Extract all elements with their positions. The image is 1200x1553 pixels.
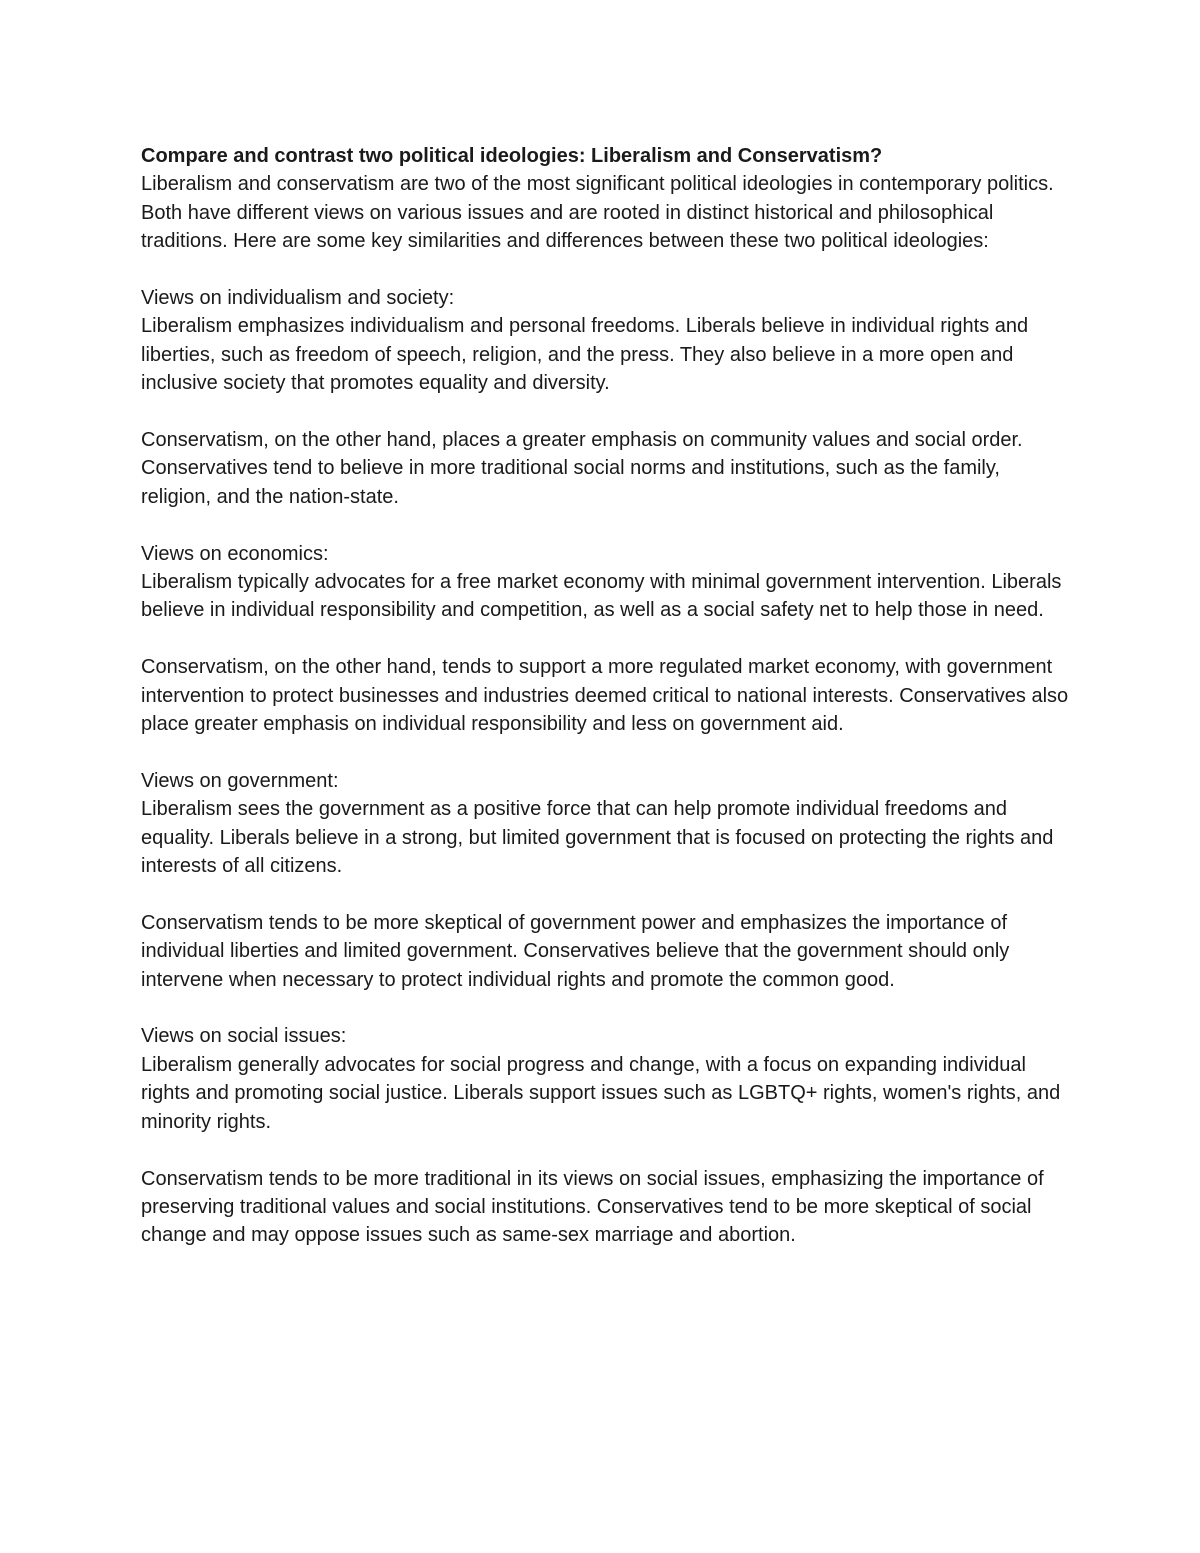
social-issues-liberalism-paragraph: Liberalism generally advocates for social progress and change, with a focus on expanding individual rights and promoting social justice. Liberals support issues such as LGBTQ+ rights, women's rights, and minority rights. [141,1053,1061,1133]
section-heading-individualism: Views on individualism and society: [141,287,455,310]
social-issues-conservatism-paragraph: Conservatism tends to be more traditional in its views on social issues, emphasizing the importance of preserving traditional values and social institutions. Conservatives tend to be more skeptical of social change and may oppose issues such as same-sex marriage and abortion. [141,1167,1044,1247]
paragraph-gap [141,738,1071,766]
individualism-conservatism-paragraph: Conservatism, on the other hand, places a greater emphasis on community values and social order. Conservatives tend to believe in more traditional social norms and institutions, such as the family, religion, and the nation-state. [141,429,1023,508]
paragraph-gap [141,256,1071,284]
paragraph-gap [141,1136,1071,1164]
paragraph-gap [141,625,1071,653]
government-liberalism-paragraph: Liberalism sees the government as a positive force that can help promote individual freedoms and equality. Liberals believe in a strong, but limited government that is focused on protecting the rights and interests of all citizens. [141,798,1054,878]
intro-paragraph: Liberalism and conservatism are two of the most significant political ideologies in contemporary politics. Both have different views on various issues and are rooted in distinct historical and philosophical traditions. Here are some key similarities and differences between these two political ideologies: [141,173,1054,253]
section-heading-social-issues: Views on social issues: [141,1025,347,1048]
document-title: Compare and contrast two political ideologies: Liberalism and Conservatism? [141,145,883,167]
economics-liberalism-paragraph: Liberalism typically advocates for a free market economy with minimal government intervention. Liberals believe in individual responsibility and competition, as well as a social safety net to help those in need. [141,571,1062,622]
paragraph-gap [141,994,1071,1022]
section-heading-government: Views on government: [141,769,339,792]
document-body [141,142,1071,1250]
paragraph-gap [141,398,1071,426]
government-conservatism-paragraph: Conservatism tends to be more skeptical of government power and emphasizes the importance of individual liberties and limited government. Conservatives believe that the government should only intervene when necessary to protect individual rights and promote the common good. [141,911,1010,991]
economics-conservatism-paragraph: Conservatism, on the other hand, tends to support a more regulated market economy, with government intervention to protect businesses and industries deemed critical to national interests. Conservatives also place greater emphasis on individual responsibility and less on government aid. [141,656,1069,736]
paragraph-gap [141,880,1071,908]
section-heading-economics: Views on economics: [141,542,329,565]
individualism-liberalism-paragraph: Liberalism emphasizes individualism and personal freedoms. Liberals believe in individual rights and liberties, such as freedom of speech, religion, and the press. They also believe in a more open and inclusive society that promotes equality and diversity. [141,315,1029,395]
paragraph-gap [141,511,1071,539]
